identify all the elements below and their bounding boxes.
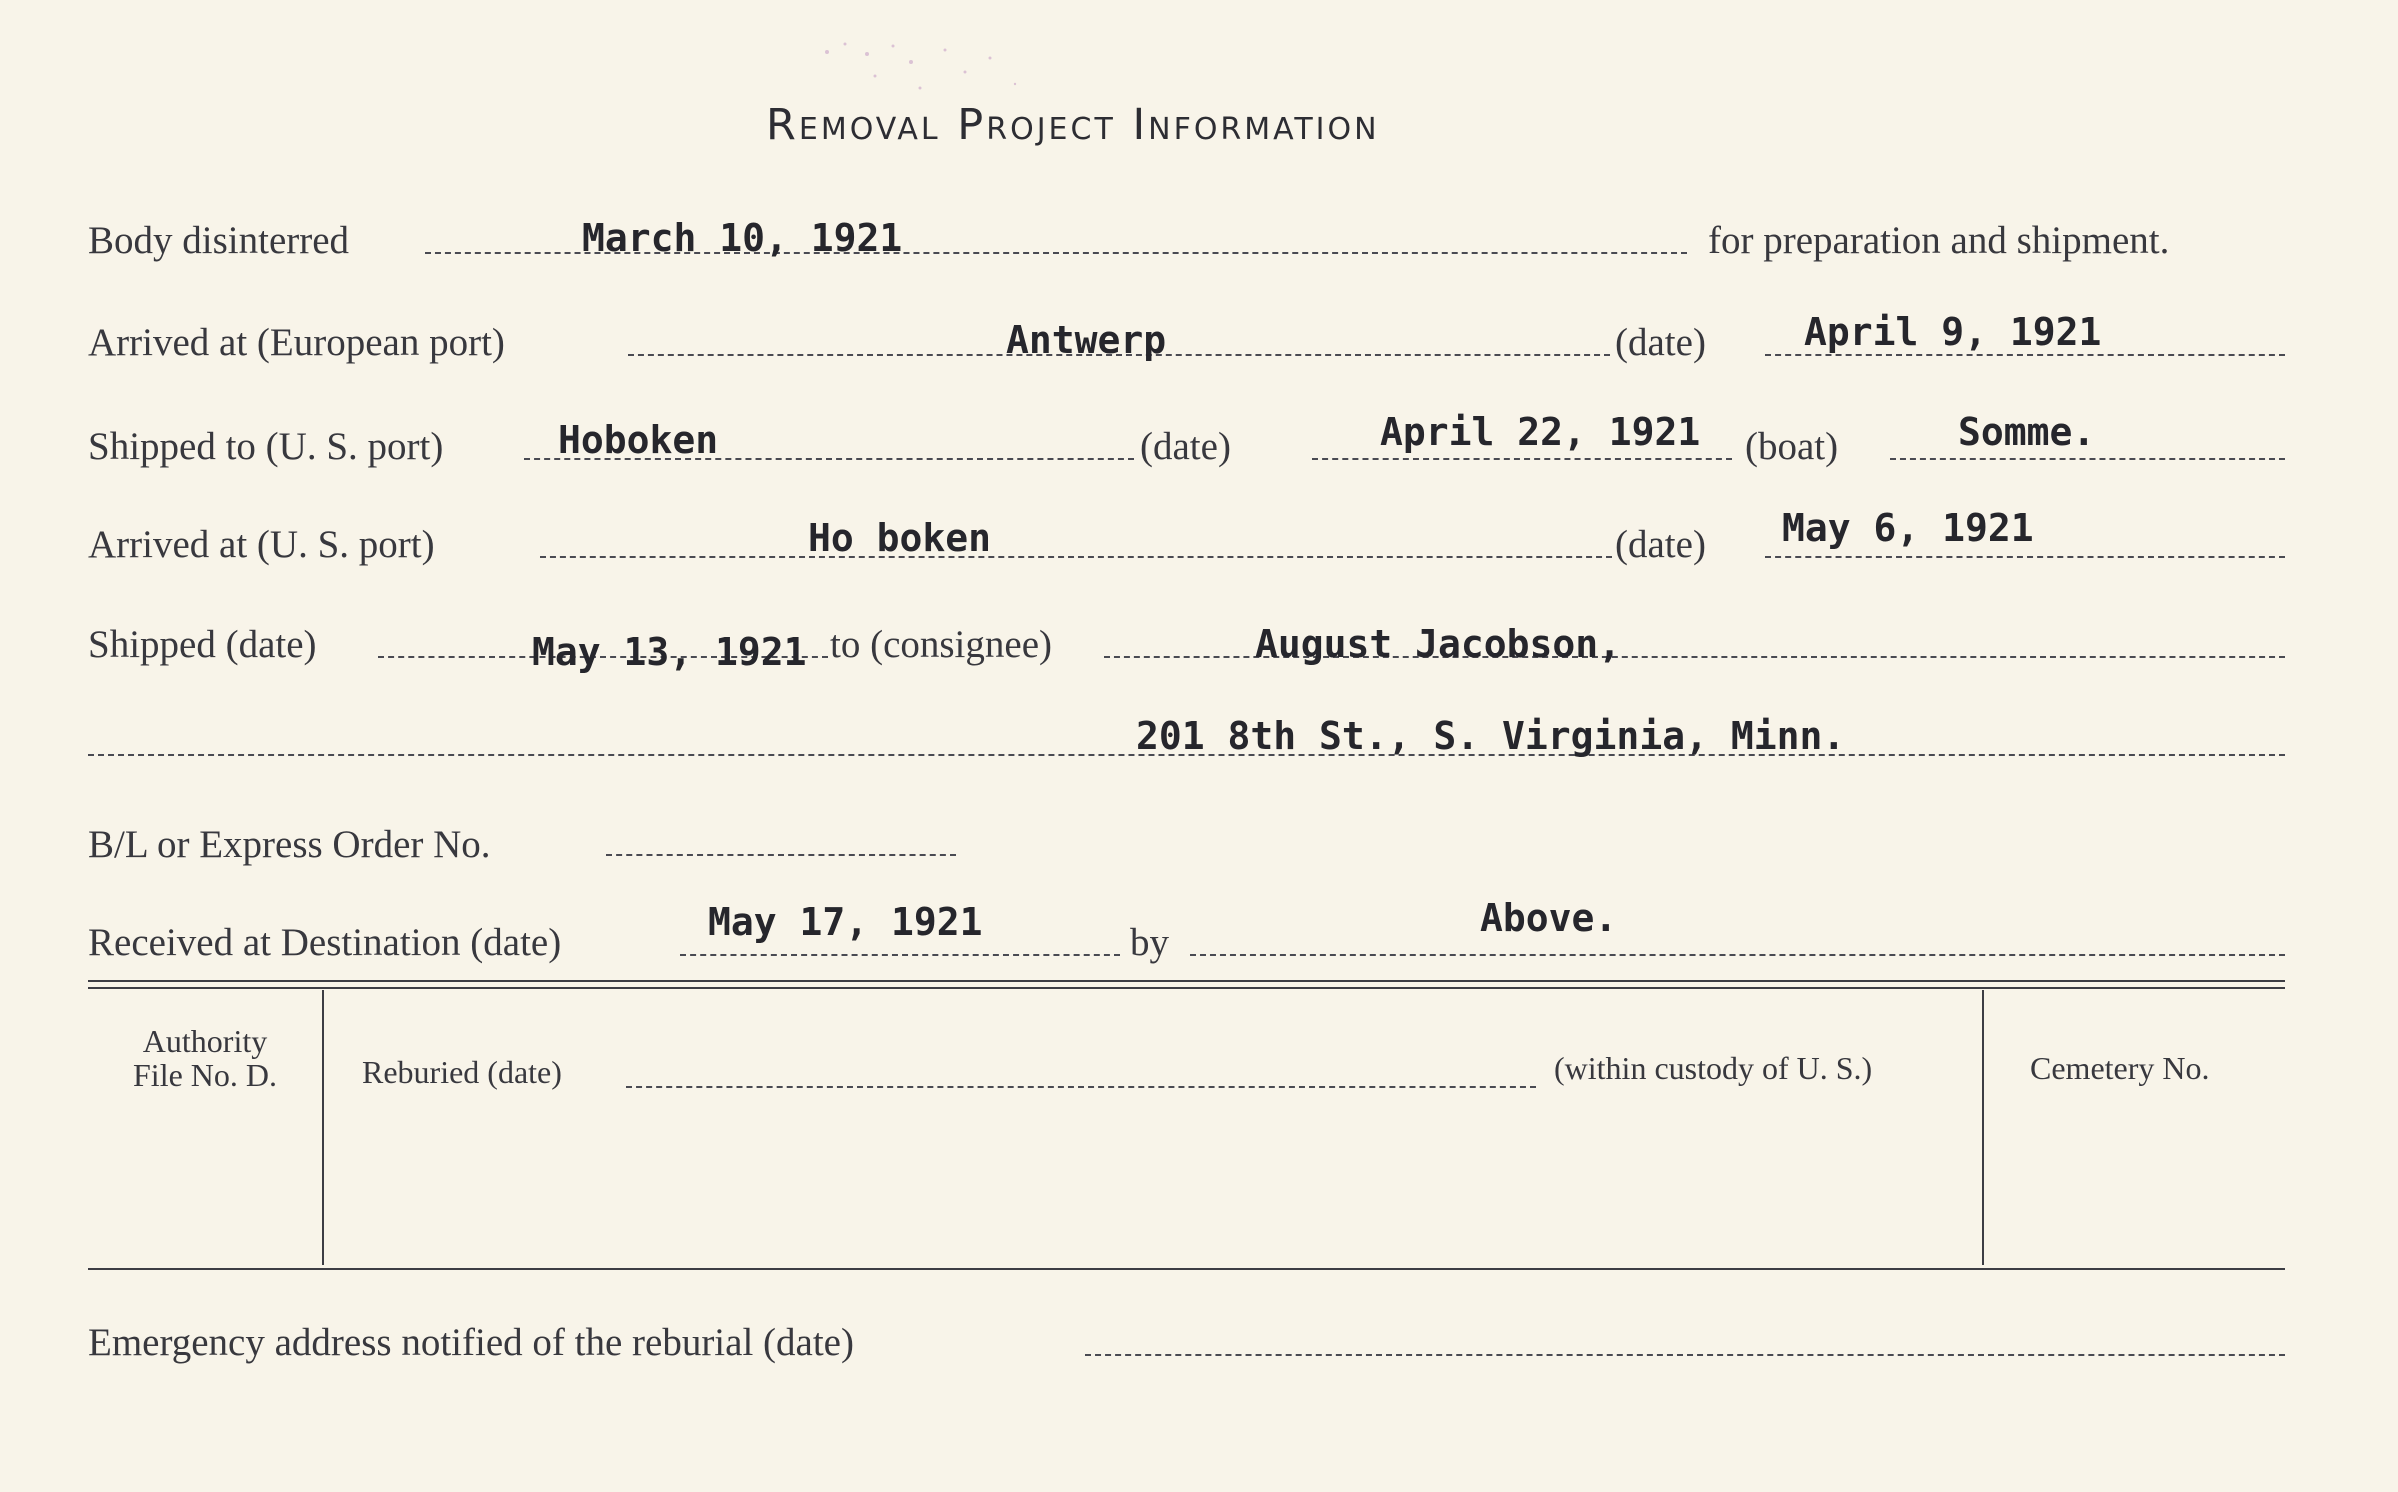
box-top-rule-inner bbox=[88, 987, 2285, 989]
box-divider-left bbox=[322, 990, 324, 1265]
label-shipped-date: Shipped (date) bbox=[88, 623, 317, 666]
label-date-arrived: (date) bbox=[1615, 523, 1706, 566]
label-custody: (within custody of U. S.) bbox=[1554, 1050, 1873, 1086]
field-line-boat bbox=[1890, 458, 2285, 460]
value-arrived-date: May 6, 1921 bbox=[1782, 506, 2034, 550]
box-top-rule bbox=[88, 980, 2285, 982]
value-boat: Somme. bbox=[1958, 410, 2096, 454]
label-date-shipped: (date) bbox=[1140, 425, 1231, 468]
label-date-european: (date) bbox=[1615, 321, 1706, 364]
label-emergency-notified: Emergency address notified of the reburial (date) bbox=[88, 1321, 854, 1364]
value-us-port-arrived: Ho boken bbox=[808, 516, 992, 560]
field-line-european-date bbox=[1765, 354, 2285, 356]
label-body-disinterred: Body disinterred bbox=[88, 219, 350, 262]
label-bl-order: B/L or Express Order No. bbox=[88, 823, 491, 866]
label-authority bbox=[88, 1024, 322, 1092]
value-received-date: May 17, 1921 bbox=[708, 900, 983, 944]
value-european-port: Antwerp bbox=[1006, 318, 1167, 362]
label-arrived-european-port: Arrived at (European port) bbox=[88, 321, 505, 364]
field-line-received-by bbox=[1190, 954, 2285, 956]
value-us-port-shipped: Hoboken bbox=[558, 418, 719, 462]
label-for-preparation: for preparation and shipment. bbox=[1708, 219, 2170, 262]
label-received-destination: Received at Destination (date) bbox=[88, 921, 562, 964]
label-reburied: Reburied (date) bbox=[362, 1054, 562, 1090]
field-line-us-port-arrived bbox=[540, 556, 1612, 558]
field-line-emergency-date bbox=[1085, 1354, 2285, 1356]
box-bottom-rule bbox=[88, 1268, 2285, 1270]
value-consignee: August Jacobson, bbox=[1255, 622, 1622, 666]
value-european-date: April 9, 1921 bbox=[1804, 310, 2102, 354]
label-shipped-to-us-port: Shipped to (U. S. port) bbox=[88, 425, 444, 468]
field-line-arrived-date bbox=[1765, 556, 2285, 558]
field-line-shipped-date bbox=[1312, 458, 1732, 460]
value-disinterred-date: March 10, 1921 bbox=[582, 216, 903, 260]
label-authority-line2: File No. D. bbox=[133, 1057, 277, 1093]
field-line-bl-order bbox=[606, 854, 956, 856]
label-received-by: by bbox=[1130, 921, 1169, 964]
value-shipped-consignee-date: May 13, 1921 bbox=[532, 630, 807, 674]
field-line-reburied bbox=[626, 1086, 1536, 1088]
box-divider-right bbox=[1982, 990, 1984, 1265]
value-received-by: Above. bbox=[1480, 896, 1618, 940]
label-cemetery-no: Cemetery No. bbox=[2030, 1050, 2210, 1086]
field-line-received-date bbox=[680, 954, 1120, 956]
label-to-consignee: to (consignee) bbox=[830, 623, 1053, 666]
faded-stamp-mark bbox=[815, 32, 1065, 102]
label-authority-line1: Authority bbox=[142, 1023, 268, 1059]
label-arrived-us-port: Arrived at (U. S. port) bbox=[88, 523, 435, 566]
label-boat: (boat) bbox=[1745, 425, 1839, 468]
value-consignee-address: 201 8th St., S. Virginia, Minn. bbox=[1136, 714, 1846, 758]
form-title: Removal Project Information bbox=[766, 100, 1380, 150]
value-shipped-date: April 22, 1921 bbox=[1380, 410, 1701, 454]
